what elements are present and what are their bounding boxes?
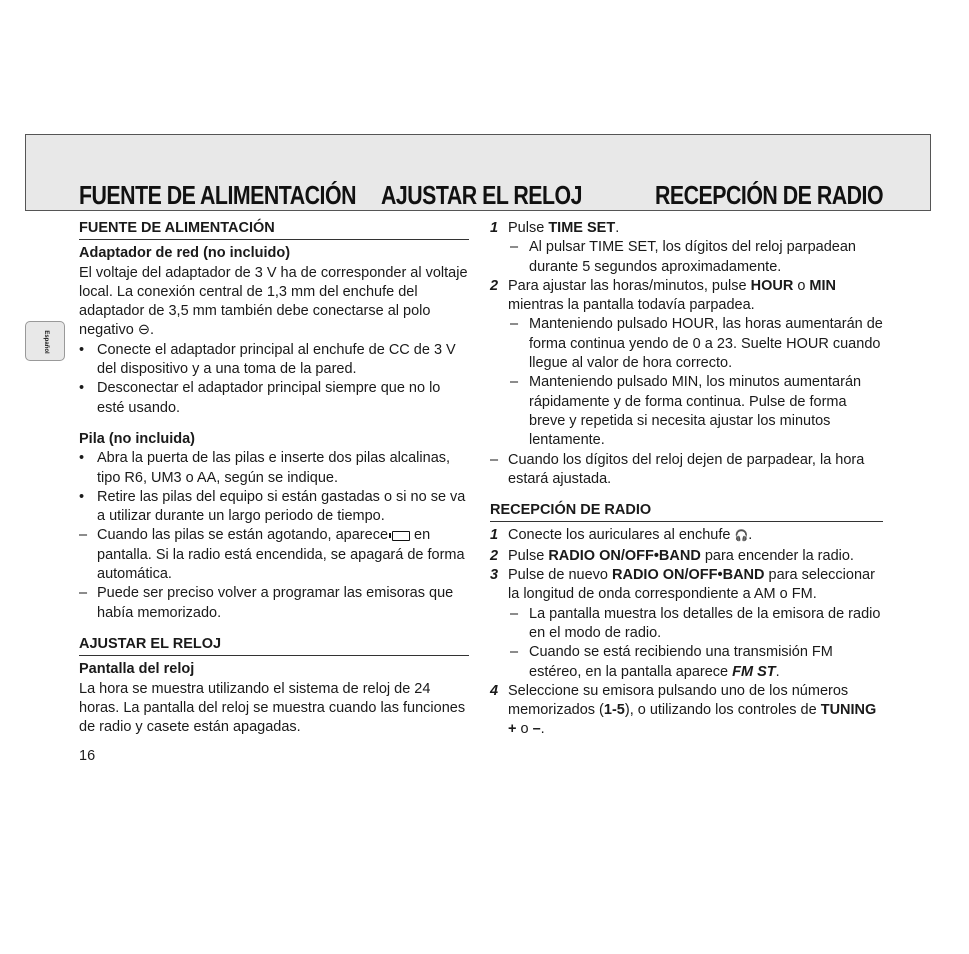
section-reloj: AJUSTAR EL RELOJ [79,635,469,656]
section-fuente: FUENTE DE ALIMENTACIÓN [79,219,469,240]
low-battery-icon [392,531,410,541]
list-item: – La pantalla muestra los detalles de la emisora de radio en el modo de radio. [510,605,881,641]
list-item-text: Abra la puerta de las pilas e inserte dos pilas alcalinas, tipo R6, UM3 o AA, según se indique. [97,450,451,486]
title-radio: RECEPCIÓN DE RADIO [655,180,884,210]
right-column [490,219,883,740]
list-item-text: Puede ser preciso volver a programar las emisoras que había memorizado. [97,585,454,621]
list-item-text: Cuando las pilas se están agotando, aparece [97,527,389,544]
title-reloj: AJUSTAR EL RELOJ [381,180,583,210]
list-item-text: Retire las pilas del equipo si están gastadas o si no se va a utilizar durante un largo periodo de tiempo. [97,488,466,525]
page-number: 16 [79,748,96,764]
list-item-text: en pantalla. Si la radio está encendida, se apagará de forma automática. [97,527,465,583]
clock-heading: Pantalla del reloj [79,661,195,678]
step-item: 1 Conecte los auriculares al enchufe 🎧. [490,527,753,544]
list-item: – Puede ser preciso volver a programar las emisoras que había memorizado. [79,585,454,621]
list-item: • Retire las pilas del equipo si están gastadas o si no se va a utilizar durante un largo periodo de tiempo. [79,488,466,525]
list-item-text: Conecte el adaptador principal al enchufe de CC de 3 V del dispositivo y a una toma de la pared. [97,341,456,378]
clock-text: La hora se muestra utilizando el sistema de reloj de 24 horas. La pantalla del reloj se muestra cuando las funciones de radio y casete están apagadas. [79,680,466,736]
list-item: • Desconectar el adaptador principal siempre que no lo esté usando. [79,380,441,416]
list-item: – Cuando se está recibiendo una transmisión FM estéreo, en la pantalla aparece FM ST. [510,644,833,680]
language-tab-label: Español [43,330,49,354]
list-item: • Abra la puerta de las pilas e inserte dos pilas alcalinas, tipo R6, UM3 o AA, según se indique. [79,450,451,486]
step-item: 1 Pulse TIME SET. [490,220,620,236]
list-item: • Conecte el adaptador principal al enchufe de CC de 3 V del dispositivo y a una toma de la pared. [79,341,456,378]
list-item: – Cuando los dígitos del reloj dejen de parpadear, la hora estará ajustada. [490,451,865,487]
list-item-text: Desconectar el adaptador principal siempre que no lo esté usando. [97,380,441,416]
adapter-heading: Adaptador de red (no incluido) [79,245,291,262]
headphones-icon: 🎧 [734,530,749,543]
title-fuente: FUENTE DE ALIMENTACIÓN [79,180,356,210]
list-item: – Cuando las pilas se están agotando, aparece en pantalla. Si la radio está encendida, se apagará de forma automática. [79,527,465,583]
step-item: 3 Pulse de nuevo RADIO ON/OFF•BAND para seleccionar la longitud de onda correspondiente a AM o FM. [490,567,875,603]
battery-heading: Pila (no incluida) [79,430,196,447]
left-column [79,219,469,737]
step-item: 2 Pulse RADIO ON/OFF•BAND para encender la radio. [490,547,854,564]
list-item: – Manteniendo pulsado MIN, los minutos aumentarán rápidamente y de forma continua. Pulse de forma breve y repetida si necesita ajustar los minutos lentamente. [510,374,862,449]
list-item: – Manteniendo pulsado HOUR, las horas aumentarán de forma continua yendo de 0 a 23. Suelte HOUR cuando llegue al valor de hora correcto. [510,316,883,372]
section-radio: RECEPCIÓN DE RADIO [490,501,883,522]
language-tab [25,321,65,361]
list-item: – Al pulsar TIME SET, los dígitos del reloj parpadean durante 5 segundos aproximadamente. [510,239,856,275]
step-item: 2 Para ajustar las horas/minutos, pulse HOUR o MIN mientras la pantalla todavía parpadea. [490,277,837,314]
step-item: 4 Seleccione su emisora pulsando uno de los números memorizados (1-5), o utilizando los controles de TUNING + o –. [490,682,877,738]
adapter-text: El voltaje del adaptador de 3 V ha de corresponder al voltaje local. La conexión central de 1,3 mm del enchufe del adaptador de 3,5 mm también debe conectarse al polo negativo ⊖. [79,264,468,339]
